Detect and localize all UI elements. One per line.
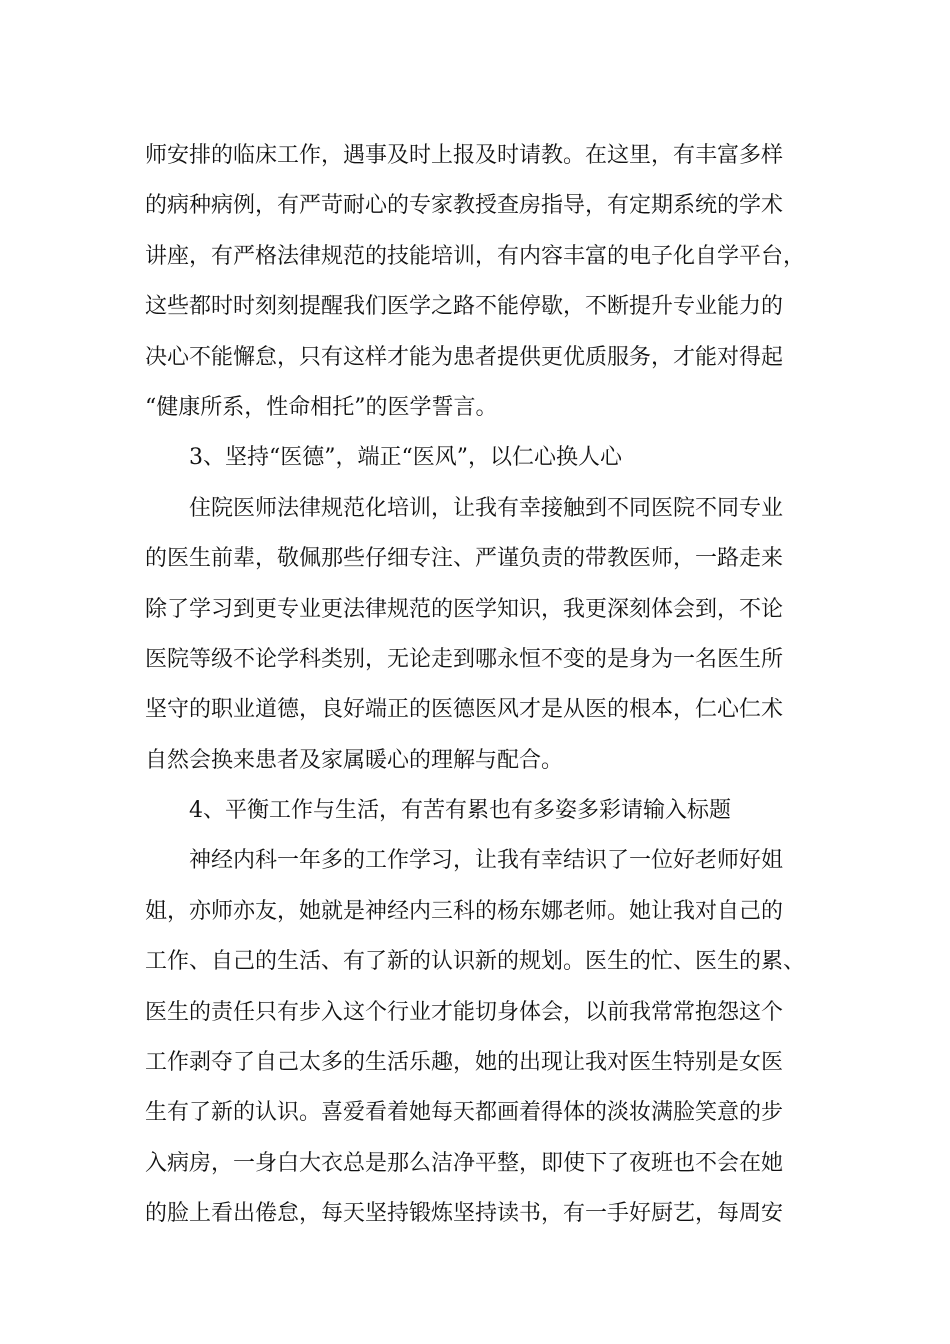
text-line: 姐，亦师亦友，她就是神经内三科的杨东娜老师。她让我对自己的 <box>145 898 784 924</box>
section-heading: 4、平衡工作与生活，有苦有累也有多姿多彩请输入标题 <box>189 798 731 824</box>
text-line: 住院医师法律规范化培训，让我有幸接触到不同医院不同专业 <box>189 495 784 521</box>
text-line: 神经内科一年多的工作学习，让我有幸结识了一位好老师好姐 <box>189 848 784 874</box>
text-line: 这些都时时刻刻提醒我们医学之路不能停歇，不断提升专业能力的 <box>145 294 784 320</box>
text-line: 的病种病例，有严苛耐心的专家教授查房指导，有定期系统的学术 <box>145 193 784 219</box>
text-line: 医生的责任只有步入这个行业才能切身体会，以前我常常抱怨这个 <box>145 999 784 1025</box>
text-line: 的医生前辈，敬佩那些仔细专注、严谨负责的带教医师，一路走来 <box>145 546 784 572</box>
text-line: 工作剥夺了自己太多的生活乐趣，她的出现让我对医生特别是女医 <box>145 1050 784 1076</box>
text-line: “健康所系，性命相托”的医学誓言。 <box>145 394 498 420</box>
text-line: 决心不能懈怠，只有这样才能为患者提供更优质服务，才能对得起 <box>145 344 784 370</box>
document-body <box>145 131 825 1240</box>
text-line: 除了学习到更专业更法律规范的医学知识，我更深刻体会到，不论 <box>145 596 784 622</box>
text-line: 的脸上看出倦怠，每天坚持锻炼坚持读书，有一手好厨艺，每周安 <box>145 1201 784 1227</box>
text-line: 师安排的临床工作，遇事及时上报及时请教。在这里，有丰富多样 <box>145 143 784 168</box>
text-line: 生有了新的认识。喜爱看着她每天都画着得体的淡妆满脸笑意的步 <box>145 1100 784 1126</box>
text-line: 讲座，有严格法律规范的技能培训，有内容丰富的电子化自学平台， <box>145 243 806 269</box>
text-line: 入病房，一身白大衣总是那么洁净平整，即使下了夜班也不会在她 <box>145 1150 784 1176</box>
text-line: 自然会换来患者及家属暖心的理解与配合。 <box>145 747 564 773</box>
text-line: 医院等级不论学科类别，无论走到哪永恒不变的是身为一名医生所 <box>145 646 784 672</box>
text-line: 工作、自己的生活、有了新的认识新的规划。医生的忙、医生的累、 <box>145 949 806 975</box>
section-heading: 3、坚持“医德”，端正“医风”，以仁心换人心 <box>189 445 622 471</box>
text-line: 坚守的职业道德，良好端正的医德医风才是从医的根本，仁心仁术 <box>145 697 784 723</box>
